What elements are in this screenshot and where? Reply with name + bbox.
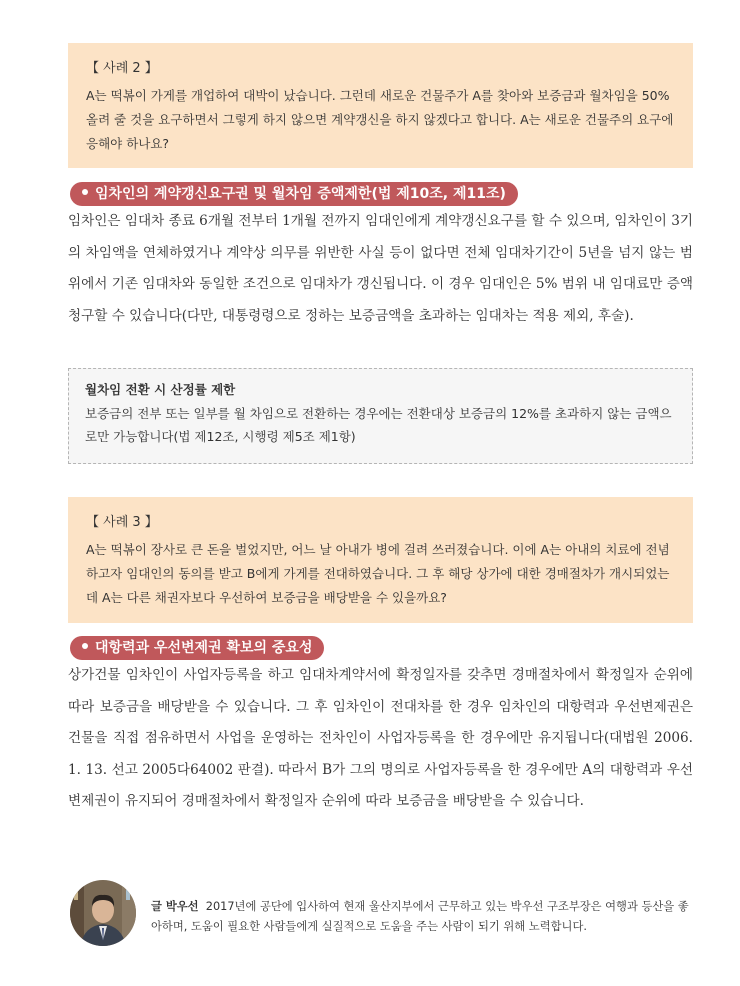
section-1-heading-label: 임차인의 계약갱신요구권 및 월차임 증액제한(법 제10조, 제11조): [95, 186, 506, 202]
note-text: 보증금의 전부 또는 일부를 월 차임으로 전환하는 경우에는 전환대상 보증금의 12%를 초과하지 않는 금액으로만 가능합니다(법 제12조, 시행령 제5조 제1항): [85, 406, 672, 444]
case-3-box: [68, 497, 693, 623]
note-box: [68, 368, 693, 464]
author-bio-text: 2017년에 공단에 입사하여 현재 울산지부에서 근무하고 있는 박우선 구조부장은 여행과 등산을 좋아하며, 도움이 필요한 사람들에게 실질적으로 도움을 주는 사람이 되기 위해 노력합니다.: [151, 900, 689, 933]
section-1-body: 임차인은 임대차 종료 6개월 전부터 1개월 전까지 임대인에게 계약갱신요구를 할 수 있으며, 임차인이 3기의 차임액을 연체하였거나 계약상 의무를 위반한 사실 등이 없다면 전체 임대차기간이 5년을 넘지 않는 범위에서 기존 임대차와 동일한 조건으로 임대차가 갱신됩니다. 이 경우 임대인은 5% 범위 내 임대료만 증액 청구할 수 있습니다(다만, 대통령령으로 정하는 보증금액을 초과하는 임대차는 적용 제외, 후술).: [68, 213, 693, 324]
case-2-box: [68, 43, 693, 168]
section-1-heading: [70, 182, 518, 206]
section-2-body: 상가건물 임차인이 사업자등록을 하고 임대차계약서에 확정일자를 갖추면 경매절차에서 확정일자 순위에 따라 보증금을 배당받을 수 있습니다. 그 후 임차인이 전대차를 한 경우 임차인의 대항력과 우선변제권은 건물을 직접 점유하면서 사업을 운영하는 전차인이 사업자등록을 한 경우에만 유지됩니다(대법원 2006. 1. 13. 선고 2005다64002 판결). 따라서 B가 그의 명의로 사업자등록을 한 경우에만 A의 대항력과 우선변제권이 유지되어 경매절차에서 확정일자 순위에 따라 보증금을 배당받을 수 있습니다.: [68, 667, 693, 809]
case-2-title: 【 사례 2 】: [86, 61, 158, 76]
section-2-heading: [70, 636, 324, 660]
bullet-dot-icon: [82, 643, 88, 649]
author-photo: [70, 880, 136, 946]
case-3-title: 【 사례 3 】: [86, 515, 158, 530]
author-bio: [151, 897, 696, 937]
author-label: 글 박우선: [151, 900, 199, 913]
bullet-dot-icon: [82, 189, 88, 195]
case-2-text: A는 떡볶이 가게를 개업하여 대박이 났습니다. 그런데 새로운 건물주가 A를 찾아와 보증금과 월차임을 50% 올려 줄 것을 요구하면서 그렇게 하지 않으면 계약갱신을 하지 않겠다고 합니다. A는 새로운 건물주의 요구에 응해야 하나요?: [86, 88, 674, 151]
case-3-text: A는 떡볶이 장사로 큰 돈을 벌었지만, 어느 날 아내가 병에 걸려 쓰러졌습니다. 이에 A는 아내의 치료에 전념하고자 임대인의 동의를 받고 B에게 가게를 전대하였습니다. 그 후 해당 상가에 대한 경매절차가 개시되었는데 A는 다른 채권자보다 우선하여 보증금을 배당받을 수 있을까요?: [86, 542, 670, 605]
section-2-heading-label: 대항력과 우선변제권 확보의 중요성: [95, 640, 313, 656]
note-title: 월차임 전환 시 산정률 제한: [85, 382, 236, 397]
